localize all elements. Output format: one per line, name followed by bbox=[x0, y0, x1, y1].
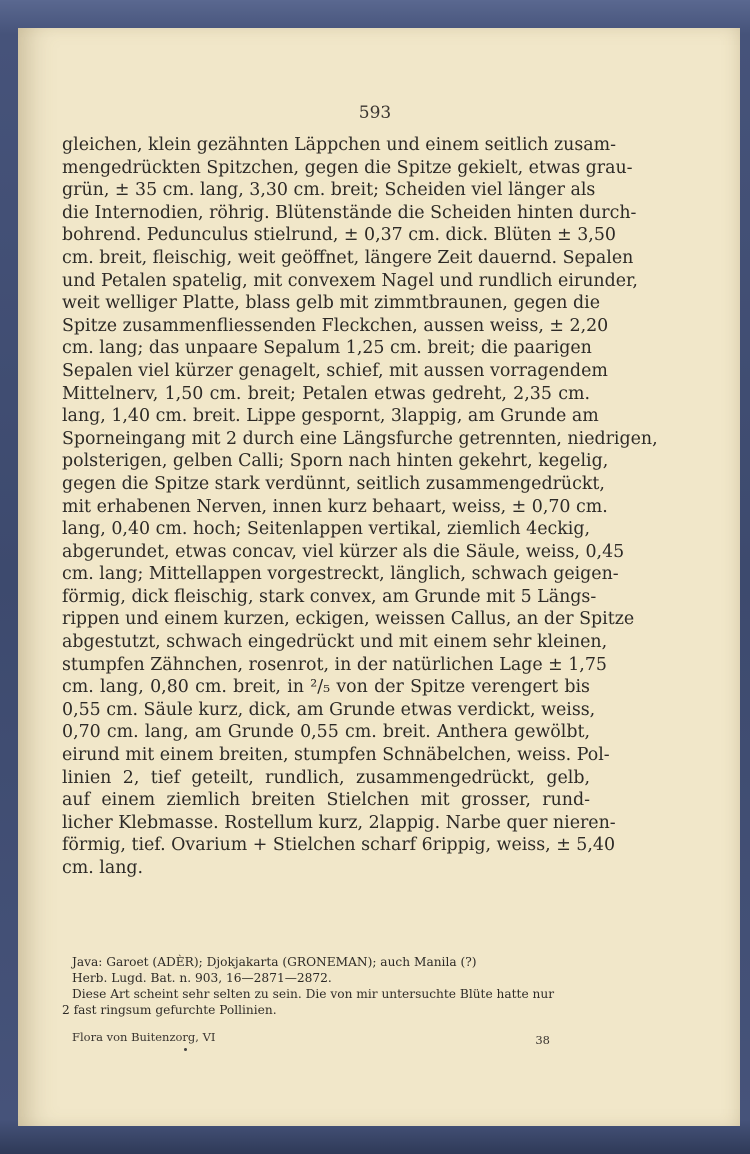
text-line: abgerundet, etwas concav, viel kürzer als die Säule, weiss, 0,45 bbox=[62, 541, 625, 562]
text-line: Sepalen viel kürzer genagelt, schief, mit aussen vorragendem bbox=[62, 360, 608, 381]
text-line: grün, ± 35 cm. lang, 3,30 cm. breit; Scheiden viel länger als bbox=[62, 180, 596, 201]
sheet-number: 38 bbox=[535, 1033, 550, 1047]
text-line: polsterigen, gelben Calli; Sporn nach hinten gekehrt, kegelig, bbox=[62, 451, 609, 472]
note-line: Java: Garoet (ADÈR); Djokjakarta (GRONEMAN); auch Manila (?) bbox=[72, 955, 477, 969]
note-line: Diese Art scheint sehr selten zu sein. Die von mir untersuchte Blüte hatte nur bbox=[72, 987, 555, 1001]
text-line: cm. lang. bbox=[62, 858, 144, 878]
text-line: gegen die Spitze stark verdünnt, seitlich zusammengedrückt, bbox=[62, 473, 605, 494]
text-line: cm. lang; Mittellappen vorgestreckt, länglich, schwach geigen- bbox=[62, 564, 619, 585]
text-line: abgestutzt, schwach eingedrückt und mit einem sehr kleinen, bbox=[62, 632, 608, 653]
text-line: weit welliger Platte, blass gelb mit zimmtbraunen, gegen die bbox=[62, 293, 601, 314]
text-line: mit erhabenen Nerven, innen kurz behaart, weiss, ± 0,70 cm. bbox=[62, 496, 608, 517]
text-line: cm. breit, fleischig, weit geöffnet, längere Zeit dauernd. Sepalen bbox=[62, 247, 634, 268]
text-line: Sporneingang mit 2 durch eine Längsfurche getrennten, niedrigen, bbox=[62, 428, 658, 449]
text-line: förmig, tief. Ovarium + Stielchen scharf 6rippig, weiss, ± 5,40 bbox=[62, 835, 616, 856]
text-line: förmig, dick fleischig, stark convex, am Grunde mit 5 Längs- bbox=[62, 586, 597, 607]
text-line: cm. lang; das unpaare Sepalum 1,25 cm. breit; die paarigen bbox=[62, 338, 592, 359]
text-line: rippen und einem kurzen, eckigen, weissen Callus, an der Spitze bbox=[62, 609, 635, 630]
printer-dot-icon bbox=[184, 1048, 187, 1051]
text-line: linien 2, tief geteilt, rundlich, zusammengedrückt, gelb, bbox=[62, 767, 590, 788]
text-line: bohrend. Pedunculus stielrund, ± 0,37 cm. dick. Blüten ± 3,50 bbox=[62, 225, 616, 246]
text-line: lang, 0,40 cm. hoch; Seitenlappen vertikal, ziemlich 4eckig, bbox=[62, 519, 590, 540]
text-line: und Petalen spatelig, mit convexem Nagel und rundlich eirunder, bbox=[62, 270, 638, 291]
text-line: lang, 1,40 cm. breit. Lippe gespornt, 3lappig, am Grunde am bbox=[62, 406, 599, 427]
text-line: 0,70 cm. lang, am Grunde 0,55 cm. breit. Anthera gewölbt, bbox=[62, 722, 590, 743]
text-line: licher Klebmasse. Rostellum kurz, 2lappig. Narbe quer nieren- bbox=[62, 812, 616, 833]
note-line: Herb. Lugd. Bat. n. 903, 16—2871—2872. bbox=[72, 971, 332, 985]
signature-mark: Flora von Buitenzorg, VI bbox=[72, 1030, 216, 1044]
note-line: 2 fast ringsum gefurchte Pollinien. bbox=[62, 1003, 277, 1017]
specimen-notes bbox=[62, 954, 590, 1018]
text-line: mengedrückten Spitzchen, gegen die Spitze gekielt, etwas grau- bbox=[62, 157, 633, 178]
page-number: 593 bbox=[358, 103, 392, 123]
text-line: gleichen, klein gezähnten Läppchen und einem seitlich zusam- bbox=[62, 135, 617, 155]
text-line: cm. lang, 0,80 cm. breit, in ²/₅ von der Spitze verengert bis bbox=[62, 677, 590, 698]
text-line: Mittelnerv, 1,50 cm. breit; Petalen etwas gedreht, 2,35 cm. bbox=[62, 383, 590, 404]
text-line: stumpfen Zähnchen, rosenrot, in der natürlichen Lage ± 1,75 bbox=[62, 654, 607, 675]
text-line: 0,55 cm. Säule kurz, dick, am Grunde etwas verdickt, weiss, bbox=[62, 699, 596, 720]
text-line: auf einem ziemlich breiten Stielchen mit grosser, rund- bbox=[62, 790, 590, 811]
body-text bbox=[62, 134, 658, 880]
text-line: Spitze zusammenfliessenden Fleckchen, aussen weiss, ± 2,20 bbox=[62, 315, 609, 336]
text-line: die Internodien, röhrig. Blütenstände die Scheiden hinten durch- bbox=[62, 202, 637, 223]
text-line: eirund mit einem breiten, stumpfen Schnäbelchen, weiss. Pol- bbox=[62, 745, 610, 766]
